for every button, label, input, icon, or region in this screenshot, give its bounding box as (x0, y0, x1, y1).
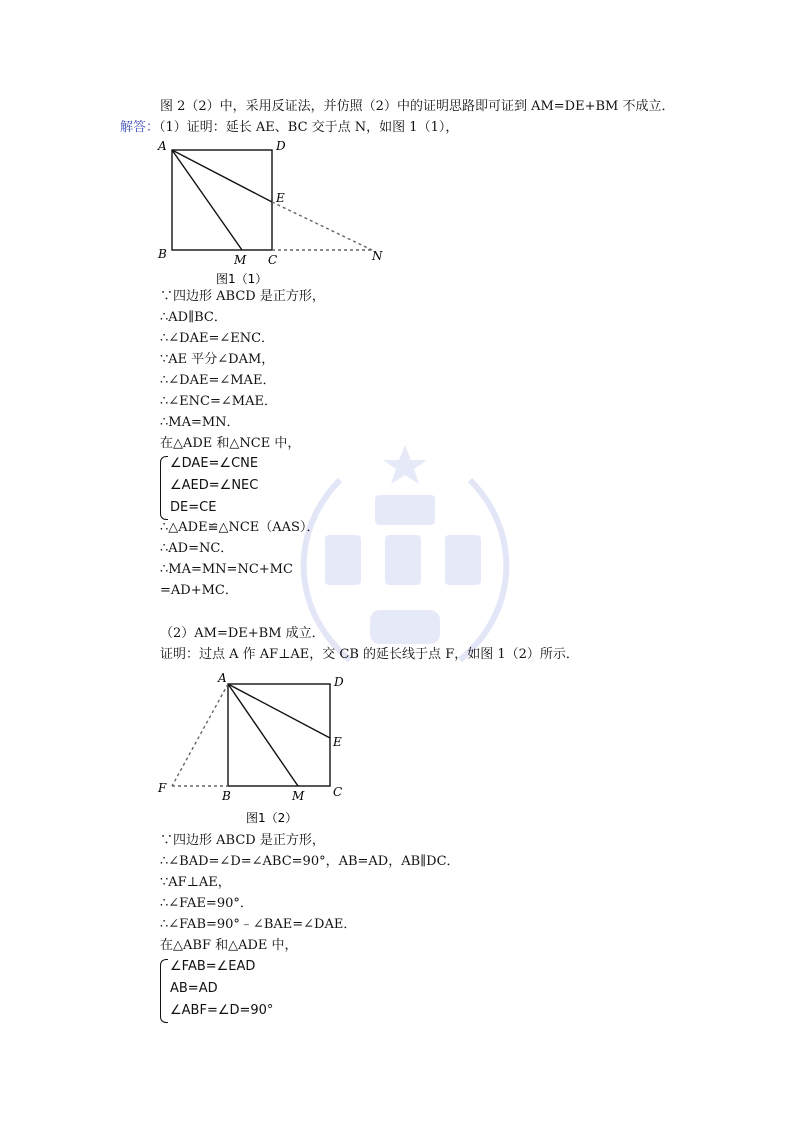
proof1-end: ∴△ADE≌△NCE（AAS）． (160, 520, 320, 535)
system-1-brace (160, 456, 168, 520)
part1-intro: （1）证明：延长 AE、BC 交于点 N，如图 1（1）， (159, 120, 459, 135)
segment-ae (172, 150, 272, 202)
label-m: M (292, 789, 305, 803)
system2-eq: ∠FAB=∠EAD (170, 959, 256, 974)
segment-am (172, 150, 242, 250)
system2-eq: ∠ABF=∠D=90° (170, 1003, 274, 1018)
answer-line (120, 118, 458, 138)
proof1-step: ∵AE 平分∠DAM， (160, 352, 275, 367)
figure-2-diagram (150, 668, 360, 828)
proof2-step: 在△ABF 和△ADE 中， (160, 938, 298, 953)
proof1-step: ∵四边形 ABCD 是正方形， (160, 289, 325, 304)
label-b: B (222, 789, 231, 803)
figure-1-caption: 图1（1） (216, 272, 268, 286)
label-c: C (333, 785, 343, 799)
system1-eq: ∠AED=∠NEC (170, 478, 259, 493)
proof1-end: ∴AD=NC． (160, 541, 234, 556)
proof1-step: ∴∠DAE=∠ENC． (160, 331, 275, 346)
proof1-step: ∴∠ENC=∠MAE． (160, 394, 277, 409)
label-d: D (276, 139, 286, 153)
system2-eq: AB=AD (170, 981, 218, 996)
answer-label: 解答： (120, 120, 160, 135)
figure-1-diagram (150, 138, 410, 288)
dashed-en (272, 202, 372, 250)
label-m: M (234, 253, 247, 267)
proof1-step: 在△ADE 和△NCE 中， (160, 436, 301, 451)
proof2-step: ∴∠FAE=90°． (160, 896, 253, 911)
proof1-end: =AD+MC． (160, 583, 238, 598)
square-abcd (172, 150, 272, 250)
proof2-step: ∵AF⊥AE， (160, 875, 231, 890)
dashed-af (172, 684, 228, 786)
figure-2-caption: 图1（2） (246, 811, 298, 825)
system-2-brace (160, 959, 168, 1023)
proof1-step: ∴AD∥BC． (160, 310, 227, 325)
label-n: N (372, 249, 383, 263)
part2-title: （2）AM=DE+BM 成立． (160, 626, 325, 641)
label-a: A (158, 139, 167, 153)
intro-text: 图 2（2）中，采用反证法，并仿照（2）中的证明思路即可证到 AM=DE+BM 不成立． (160, 99, 675, 114)
label-a: A (218, 671, 227, 685)
proof2-step: ∴∠BAD=∠D=∠ABC=90°，AB=AD，AB∥DC． (160, 854, 460, 869)
label-e: E (276, 191, 285, 205)
proof2-step: ∵四边形 ABCD 是正方形， (160, 833, 325, 848)
proof1-step: ∴MA=MN． (160, 415, 240, 430)
system1-eq: ∠DAE=∠CNE (170, 456, 259, 471)
proof1-step: ∴∠DAE=∠MAE． (160, 373, 276, 388)
system1-eq: DE=CE (170, 500, 217, 515)
segment-am (228, 684, 298, 786)
square-abcd (228, 684, 330, 786)
label-c: C (268, 253, 278, 267)
part2-intro: 证明：过点 A 作 AF⊥AE，交 CB 的延长线于点 F，如图 1（2）所示． (160, 647, 579, 662)
proof2-step: ∴∠FAB=90°﹣∠BAE=∠DAE． (160, 917, 357, 932)
label-e: E (333, 735, 342, 749)
label-f: F (158, 781, 167, 795)
proof1-end: ∴MA=MN=NC+MC (160, 562, 293, 577)
segment-ae (228, 684, 330, 738)
label-b: B (158, 247, 167, 261)
label-d: D (334, 675, 344, 689)
